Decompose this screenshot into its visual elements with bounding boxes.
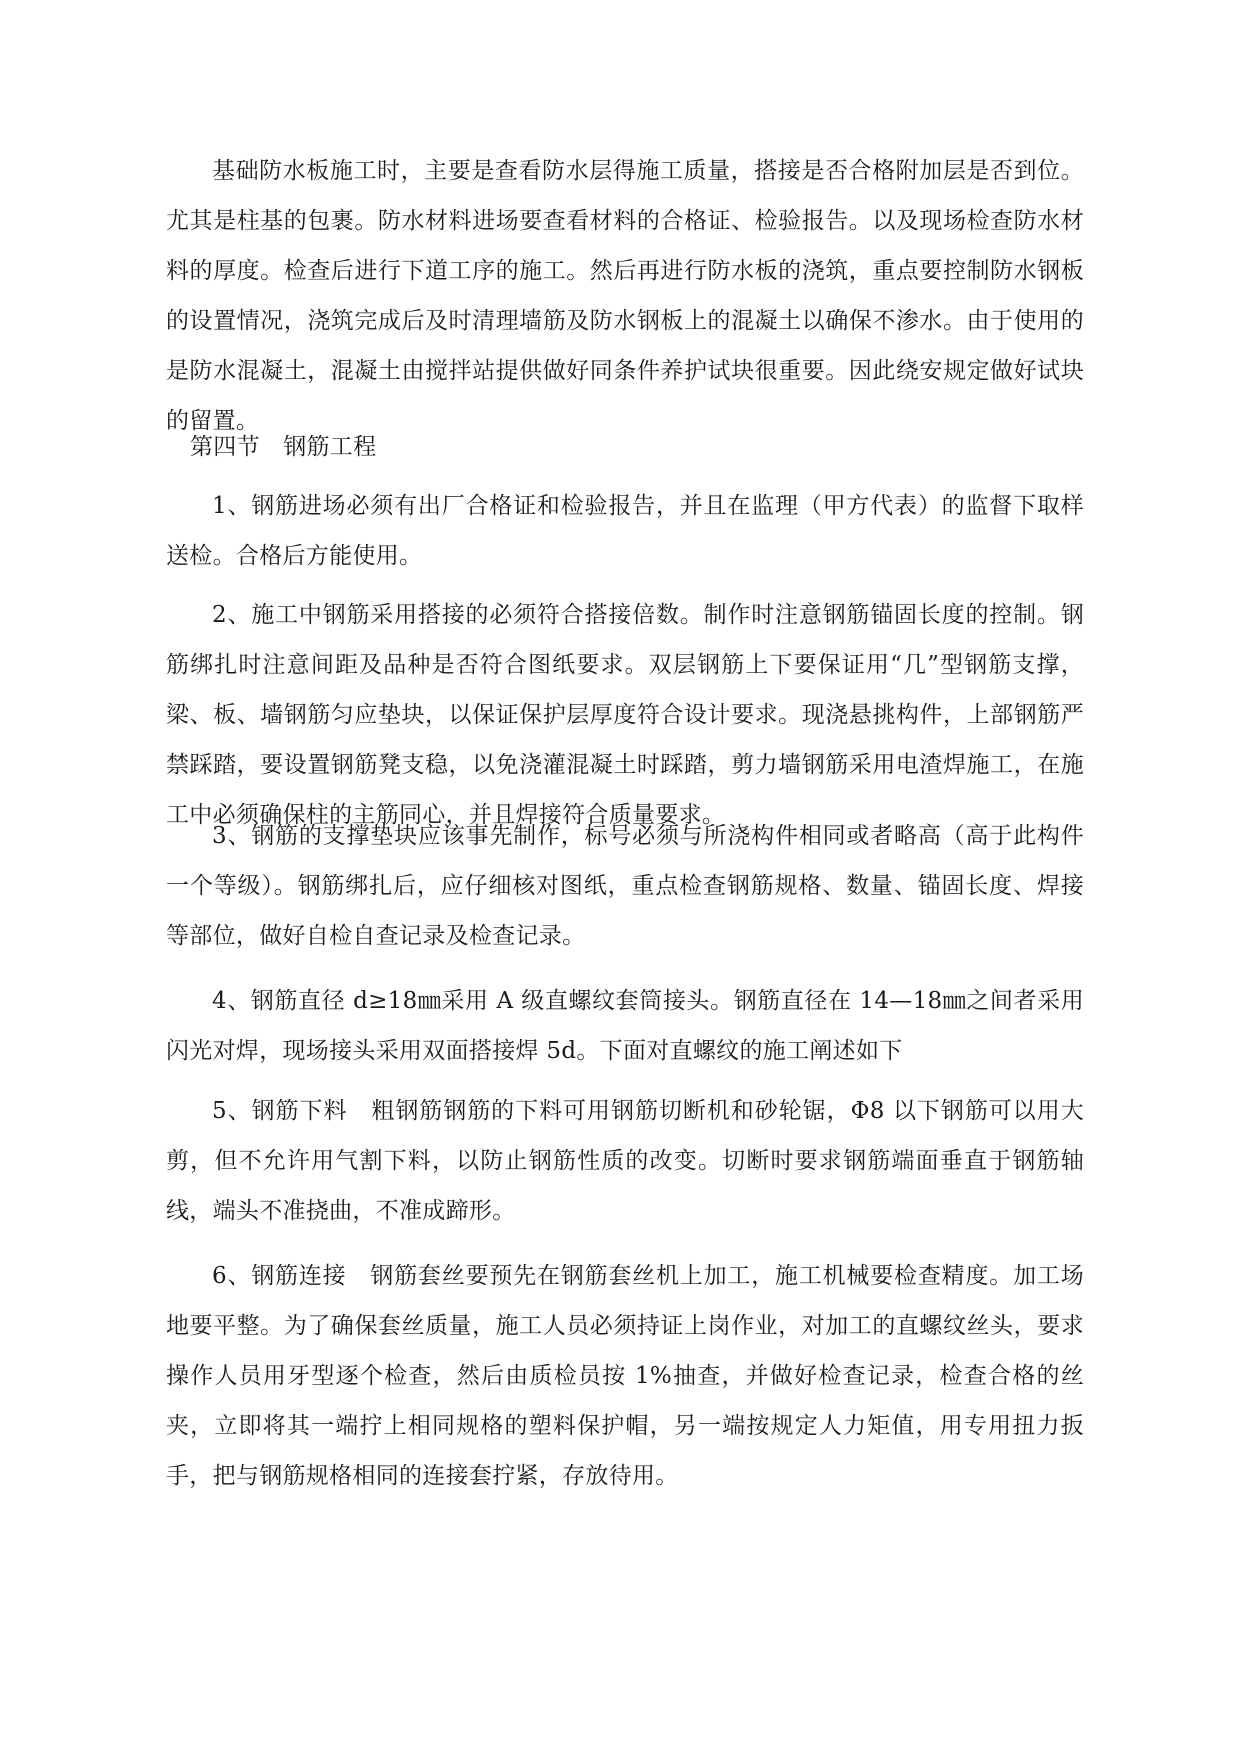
paragraph-item-3: 3、钢筋的支撑垫块应该事先制作，标号必须与所浇构件相同或者略高（高于此构件一个等级）。钢筋绑扎后，应仔细核对图纸，重点检查钢筋规格、数量、锚固长度、焊接等部位，做好自检自查记录及检查记录。: [166, 823, 1084, 949]
body-text: [166, 146, 1084, 446]
paragraph-item-1: 1、钢筋进场必须有出厂合格证和检验报告，并且在监理（甲方代表）的监督下取样送检。合格后方能使用。: [166, 493, 1084, 569]
item-3-block: [166, 811, 1084, 961]
section-title: 第四节 钢筋工程: [190, 434, 377, 460]
item-2-block: [166, 590, 1084, 840]
paragraph-item-5: 5、钢筋下料 粗钢筋钢筋的下料可用钢筋切断机和砂轮锯，Φ8 以下钢筋可以用大剪，但不允许用气割下料，以防止钢筋性质的改变。切断时要求钢筋端面垂直于钢筋轴线，端头不准挠曲，不准成蹄形。: [166, 1098, 1084, 1224]
item-6-block: [166, 1251, 1084, 1501]
paragraph-item-2: 2、施工中钢筋采用搭接的必须符合搭接倍数。制作时注意钢筋锚固长度的控制。钢筋绑扎时注意间距及品种是否符合图纸要求。双层钢筋上下要保证用“几”型钢筋支撑，梁、板、墙钢筋匀应垫块，以保证保护层厚度符合设计要求。现浇悬挑构件，上部钢筋严禁踩踏，要设置钢筋凳支稳，以免浇灌混凝土时踩踏，剪力墙钢筋采用电渣焊施工，在施工中必须确保柱的主筋同心，并且焊接符合质量要求。: [166, 602, 1084, 828]
item-1-block: [166, 481, 1084, 581]
section-block: [166, 422, 1084, 472]
paragraph-item-6: 6、钢筋连接 钢筋套丝要预先在钢筋套丝机上加工，施工机械要检查精度。加工场地要平整。为了确保套丝质量，施工人员必须持证上岗作业，对加工的直螺纹丝头，要求操作人员用牙型逐个检查，然后由质检员按 1%抽查，并做好检查记录，检查合格的丝夹，立即将其一端拧上相同规格的塑料保护帽，另一端按规定人力矩值，用专用扭力扳手，把与钢筋规格相同的连接套拧紧，存放待用。: [166, 1263, 1084, 1489]
paragraph-item-4: 4、钢筋直径 d≥18㎜采用 A 级直螺纹套筒接头。钢筋直径在 14—18㎜之间者采用闪光对焊，现场接头采用双面搭接焊 5d。下面对直螺纹的施工阐述如下: [166, 988, 1084, 1064]
item-4-block: [166, 976, 1084, 1076]
item-5-block: [166, 1086, 1084, 1236]
paragraph-waterproof-slab: 基础防水板施工时，主要是查看防水层得施工质量，搭接是否合格附加层是否到位。尤其是柱基的包裹。防水材料进场要查看材料的合格证、检验报告。以及现场检查防水材料的厚度。检查后进行下道工序的施工。然后再进行防水板的浇筑，重点要控制防水钢板的设置情况，浇筑完成后及时清理墙筋及防水钢板上的混凝土以确保不渗水。由于使用的是防水混凝土，混凝土由搅拌站提供做好同条件养护试块很重要。因此绕安规定做好试块的留置。: [166, 158, 1084, 434]
